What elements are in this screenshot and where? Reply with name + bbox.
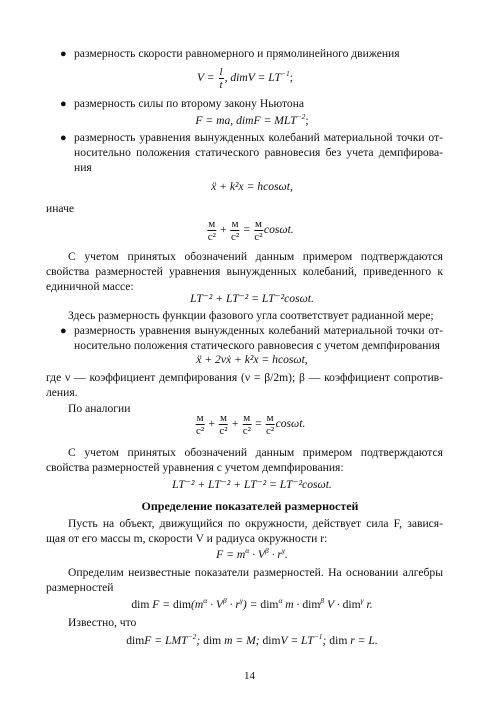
paragraph-text: единичной массе:: [46, 280, 134, 293]
formula-force-dimension: F = ma, dimF = $MLT^{-2}$;: [195, 112, 309, 127]
paragraph-text: Здесь размерность функции фазового угла соответствует радианной мере;: [68, 309, 434, 322]
paragraph-text: иначе: [46, 202, 75, 215]
bullet-item-text: ния: [74, 161, 92, 174]
paragraph-text: размерностей: [46, 581, 114, 594]
bullet-marker: ●: [60, 325, 67, 337]
bullet-item-text: носительно положения статического равновесия без учета демпфирова-: [74, 146, 443, 159]
paragraph-text: свойства размерностей уравнения с учетом демпфирования:: [46, 461, 344, 474]
formula-force-model: $F = m^\alpha \cdot V^\beta \cdot r^\gamma$.: [216, 546, 288, 561]
paragraph-text: свойства размерностей уравнения вынужденных колебаний, приведенного к: [46, 265, 443, 278]
bullet-marker: ●: [60, 48, 67, 60]
bullet-item-text: размерность уравнения вынужденных колебаний материальной точки от-: [74, 131, 443, 144]
paragraph-text: Пусть на объект, движущийся по окружности, действует сила F, завися-: [68, 517, 443, 530]
section-heading: Определение показателей размерностей: [141, 499, 359, 513]
paragraph-text: С учетом принятых обозначений данным примером подтверждаются: [68, 446, 443, 459]
formula-dimension-equation: LT⁻² + LT⁻² = LT⁻²cosωt.: [190, 292, 314, 305]
bullet-item-text: размерность уравнения вынужденных колебаний материальной точки от-: [74, 324, 443, 337]
paragraph-text: Определим неизвестные показатели размерностей. На основании алгебры: [68, 566, 443, 579]
formula-dimension-algebra: dim $F = dim(m^\alpha \cdot V^\beta \cdot r^\gamma) = dim^\alpha$ m · dim$^\beta$ V · dim$^\gamma$ r.: [131, 596, 373, 611]
bullet-item-text: носительно положения статического равновесия с учетом демпфирования: [74, 339, 440, 352]
paragraph-text: Известно, что: [68, 616, 137, 629]
bullet-marker: ●: [60, 98, 67, 110]
paragraph-text: щая от его массы m, скорости V и радиуса окружности r:: [46, 532, 328, 545]
formula-speed-dimension: V = $\frac{l}{t}$ , dimV = $LT^{-1}$;: [197, 66, 293, 91]
formula-forced-oscillation: ẍ + k²x = hcosωt,: [211, 180, 293, 193]
page-number: 14: [244, 670, 255, 682]
paragraph-text: С учетом принятых обозначений данным примером подтверждаются: [68, 250, 443, 263]
bullet-marker: ●: [60, 132, 67, 144]
paragraph-text: По аналогии: [68, 402, 131, 415]
formula-units-damped: $\frac{м}{\text{с²}}$ + $\frac{м}{\text{с²}}$ + $\frac{м}{\text{с²}}$ = $\frac{м}{\text{с²}}$ cosωt.: [196, 412, 306, 437]
bullet-item-text: размерность силы по второму закону Ньютона: [74, 97, 305, 110]
formula-damped-oscillation: ẍ + 2νẋ + k²x = hcosωt,: [196, 353, 308, 366]
bullet-item-text: размерность скорости равномерного и прямолинейного движения: [74, 47, 400, 60]
formula-known-dimensions: dimF = $LMT^{-2}$; dim m = M; dimV = $LT^{-1}$; dim r = L.: [126, 632, 378, 647]
paragraph-text: где ν — коэффициент демпфирования (ν = β/2m); β — коэффициент сопротив-: [46, 371, 443, 384]
formula-dimension-equation-damped: LT⁻² + LT⁻² + LT⁻² = LT⁻²cosωt.: [172, 478, 332, 491]
paragraph-text: ления.: [46, 386, 78, 399]
formula-units: $\frac{м}{\text{с²}}$ + $\frac{м}{\text{с²}}$ = $\frac{м}{\text{с²}}$ cosωt.: [207, 218, 294, 243]
